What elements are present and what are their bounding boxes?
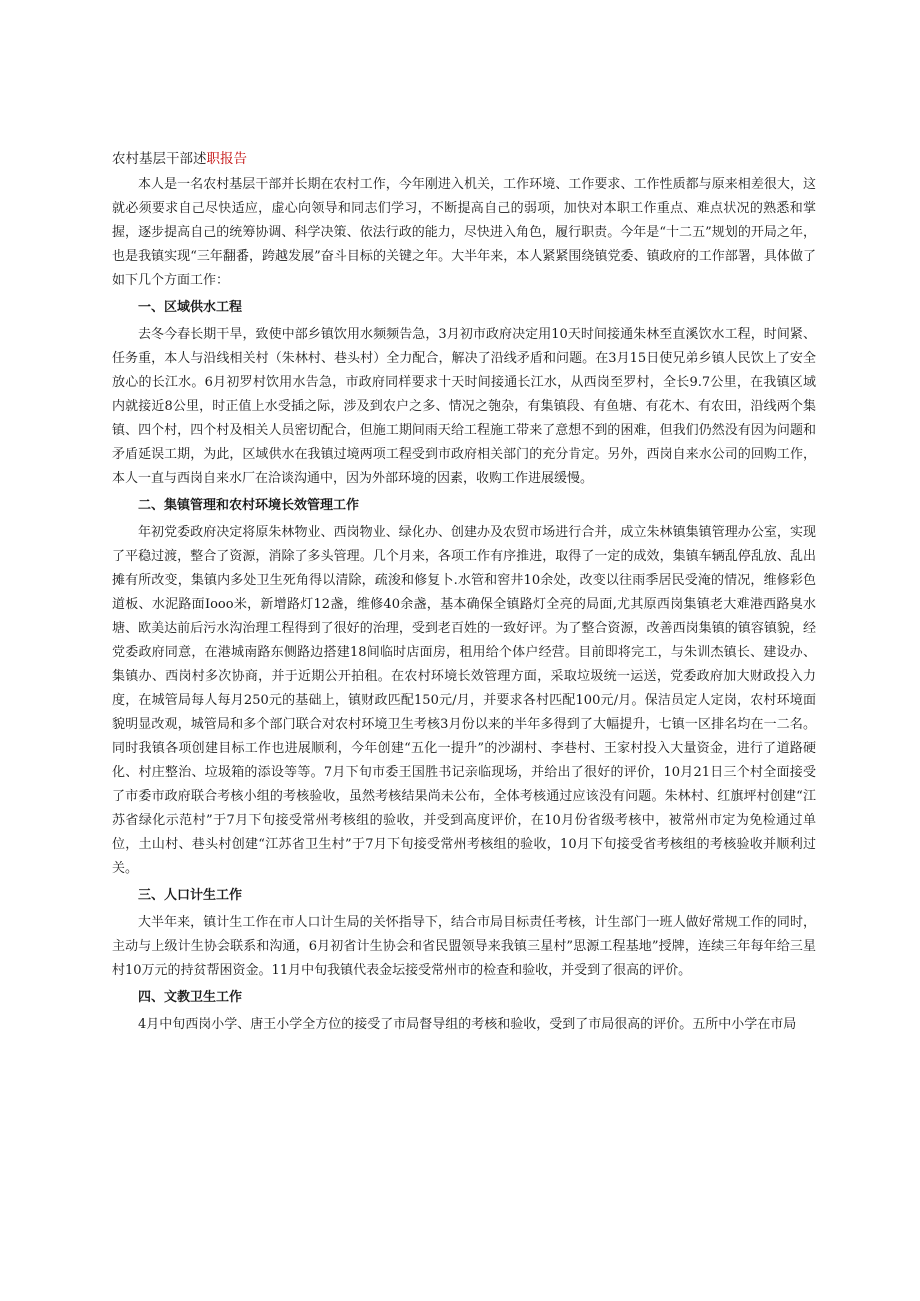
intro-paragraph: 本人是一名农村基层干部并长期在农村工作，今年刚进入机关，工作环境、工作要求、工作性质都与原来相差很大，这就必须要求自己尽快适应，虚心向领导和同志们学习，不断提高自己的弱项，加快对本职工作重点、难点状况的熟悉和掌握，逐步提高自己的统筹协调、科学决策、依法行政的能力，尽快进入角色，履行职责。今年是“十二五”规划的开局之年，也是我镇实现“三年翻番，跨越发展”奋斗目标的关键之年。大半年来，本人紧紧围绕镇党委、镇政府的工作部署，具体做了如下几个方面工作：: [112, 177, 816, 288]
title-red-part: 职报告: [206, 151, 247, 167]
section-body-education-health: 4月中旬西岗小学、唐王小学全方位的接受了市局督导组的考核和验收，受到了市局很高的评价。五所中小学在市局: [138, 1017, 797, 1032]
section-heading-water-supply: 一、区域供水工程: [138, 300, 243, 315]
section-body-town-management: 年初党委政府决定将原朱林物业、西岗物业、绿化办、创建办及农贸市场进行合并，成立朱林镇集镇管理办公室，实现了平稳过渡，整合了资源，消除了多头管理。几个月来，各项工作有序推进，取得了一定的成效，集镇车辆乱停乱放、乱出摊有所改变，集镇内多处卫生死角得以清除，疏浚和修复卜.水管和窖井10余处，改变以往雨季居民受淹的情况，维修彩色道板、水泥路面Iooo米，新增路灯12盏，维修40余盏，基本确保全镇路灯全亮的局面,尤其原西岗集镇老大难港西路臭水塘、欧美达前后污水沟治理工程得到了很好的治理，受到老百姓的一致好评。为了整合资源，改善西岗集镇的镇容镇貌，经党委政府同意，在港城南路东侧路边搭建18间临时店面房，租用给个体户经营。目前即将完工，与朱训杰镇长、建设办、集镇办、西岗村多次协商，并于近期公开拍租。在农村环境长效管理方面，采取垃圾统一运送，党委政府加大财政投入力度，在城管局每人每月250元的基础上，镇财政匹配150元/月，并要求各村匹配100元/月。保洁员定人定岗，农村环境面貌明显改观，城管局和多个部门联合对农村环境卫生考核3月份以来的半年多得到了大幅提升，七镇一区排名均在一二名。同时我镇各项创建目标工作也进展顺利，今年创建“五化一提升”的沙湖村、李巷村、王家村投入大量资金，进行了道路硬化、村庄整治、垃圾箱的添设等等。7月下旬市委王国胜书记亲临现场，并给出了很好的评价，10月21日三个村全面接受了市委市政府联合考核小组的考核验收，虽然考核结果尚未公布，全体考核通过应该没有问题。朱林村、红旗坪村创建“江苏省绿化示范村”于7月下旬接受常州考核组的验收，并受到高度评价，在10月份省级考核中，被常州市定为免检通过单位，土山村、巷头村创建“江苏省卫生村”于7月下旬接受常州考核组的验收，10月下旬接受省考核组的考核验收并顺利过关。: [112, 525, 816, 876]
section-heading-town-management: 二、集镇管理和农村环境长效管理工作: [138, 498, 360, 513]
section-body-family-planning: 大半年来，镇计生工作在市人口计生局的关怀指导下，结合市局目标责任考核，计生部门一班人做好常规工作的同时，主动与上级计生协会联系和沟通，6月初省计生协会和省民盟领导来我镇三星村”思源工程基地”授牌，连续三年每年给三星村10万元的持贫帮困资金。11月中旬我镇代表金坛接受常州市的检查和验收，并受到了很高的评价。: [112, 915, 816, 978]
section-heading-family-planning: 三、人口计生工作: [138, 888, 243, 903]
document-title: [112, 148, 816, 170]
document-page: [112, 148, 816, 1037]
title-black-part: 农村基层干部述: [112, 151, 207, 167]
section-heading-education-health: 四、文教卫生工作: [138, 990, 243, 1005]
section-body-water-supply: 去冬今春长期干旱，致使中部乡镇饮用水频频告急，3月初市政府决定用10天时间接通朱林至直溪饮水工程，时间紧、任务重，本人与沿线相关村（朱林村、巷头村）全力配合，解决了沿线矛盾和问题。在3月15日使兄弟乡镇人民饮上了安全放心的长江水。6月初罗村饮用水告急，市政府同样要求十天时间接通长江水，从西岗至罗村，全长9.7公里，在我镇区域内就接近8公里，时正值上水受插之际，涉及到农户之多、情况之匏杂，有集镇段、有鱼塘、有花木、有农田，沿线两个集镇、四个村，四个村及相关人员密切配合，但施工期间雨天给工程施工带来了意想不到的困难，但我们仍然没有因为问题和矛盾延误工期，为此，区域供水在我镇过境两项工程受到市政府相关部门的充分肯定。另外，西岗自来水公司的回购工作，本人一直与西岗自来水厂在洽谈沟通中，因为外部环境的因素，收购工作进展缓慢。: [112, 327, 816, 486]
